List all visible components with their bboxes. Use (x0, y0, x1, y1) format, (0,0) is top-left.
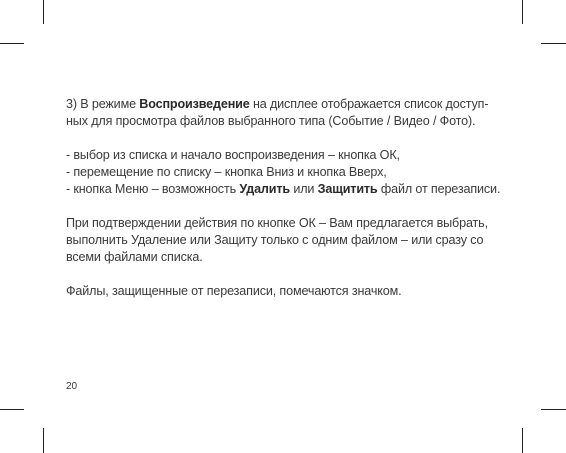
crop-mark-bottom-right-horizontal (541, 409, 566, 410)
crop-mark-bottom-left-vertical (43, 428, 44, 453)
protect-term: Защитить (317, 182, 378, 196)
confirmation-paragraph (66, 215, 506, 266)
crop-mark-top-left-horizontal (0, 43, 24, 44)
playback-line1-rest: на дисплее отображается список доступ- (249, 97, 489, 111)
menu-item-suffix: файл от перезаписи. (377, 182, 501, 196)
controls-list (66, 147, 506, 198)
page-number: 20 (66, 381, 78, 392)
crop-mark-top-right-horizontal (541, 43, 566, 44)
page-body-text (66, 96, 506, 300)
confirmation-line1: При подтверждении действия по кнопке ОК – Вам предлагается выбрать, (66, 216, 488, 230)
protected-files-paragraph (66, 283, 506, 300)
controls-list-item-menu (66, 182, 500, 196)
menu-item-prefix: - кнопка Меню – возможность (66, 182, 240, 196)
confirmation-line2: выполнить Удаление или Защиту только с одним файлом – или сразу со (66, 233, 484, 247)
crop-mark-bottom-right-vertical (522, 428, 523, 453)
controls-list-item-select: - выбор из списка и начало воспроизведения – кнопка ОК, (66, 148, 400, 162)
playback-line2: ных для просмотра файлов выбранного типа (Событие / Видео / Фото). (66, 114, 476, 128)
protected-files-line1: Файлы, защищенные от перезаписи, помечаются значком. (66, 284, 402, 298)
playback-paragraph (66, 96, 506, 130)
crop-mark-bottom-left-horizontal (0, 409, 24, 410)
crop-mark-top-right-vertical (522, 0, 523, 24)
playback-mode-term: Воспроизведение (139, 97, 250, 111)
playback-prefix: 3) В режиме (66, 97, 140, 111)
delete-term: Удалить (239, 182, 290, 196)
menu-item-or: или (289, 182, 318, 196)
confirmation-line3: всеми файлами списка. (66, 250, 203, 264)
controls-list-item-navigate: - перемещение по списку – кнопка Вниз и кнопка Вверх, (66, 165, 387, 179)
crop-mark-top-left-vertical (43, 0, 44, 24)
